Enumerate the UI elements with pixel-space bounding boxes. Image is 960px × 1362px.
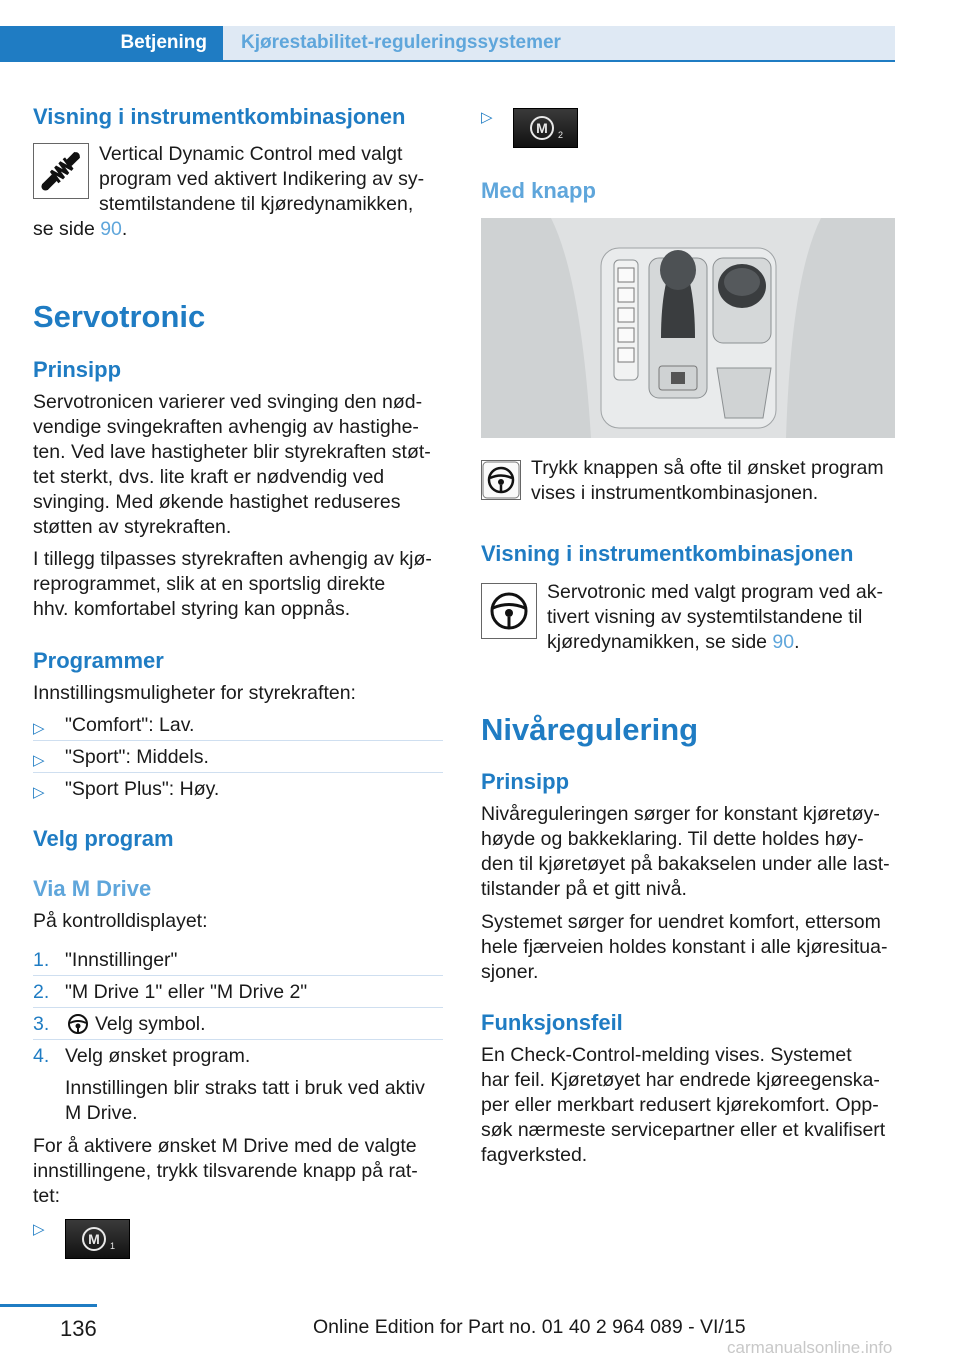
page-header [0,26,895,60]
servo-last-line [547,630,907,655]
step-number: 2. [33,981,50,1003]
paragraph-line: ten. Ved lave hastigheter blir styrekraften støt- [33,441,431,463]
step-number: 1. [33,949,50,971]
page-number: 136 [60,1316,97,1341]
step-number: 4. [33,1045,50,1067]
step4-note [65,1076,455,1126]
servotronic-title: Servotronic [33,299,206,334]
paragraph-line: Servotronicen varierer ved svinging den nød- [33,391,423,413]
watermark: carmanualsonline.info [727,1338,893,1357]
paragraph-line: Trykk knappen så ofte til ønsket program [531,457,884,479]
paragraph-line: reprogrammet, slik at en sportslig direkte [33,573,386,595]
program-label: "Sport Plus": Høy. [65,778,220,800]
m2-steering-button[interactable] [513,108,578,148]
programmer-intro: Innstillingsmuligheter for styrekraften: [33,682,356,704]
bullet-icon: ▷ [33,720,45,737]
header-chapter-label: Kjørestabilitet-reguleringssystemer [241,32,561,53]
paragraph-line: søk nærmeste servicepartner eller et kvalifisert [481,1119,886,1141]
velg-program-heading: Velg program [33,826,174,851]
list-separator [33,1039,443,1040]
paragraph-line: tet sterkt, dvs. lite kraft er nødvendig ved [33,466,385,488]
right-display-heading: Visning i instrumentkombinasjonen [481,541,854,566]
m1-steering-button[interactable] [65,1219,130,1259]
footer-divider [0,1304,97,1307]
systemet-paragraph [481,910,901,985]
funksjonsfeil-heading: Funksjonsfeil [481,1010,623,1035]
right-prinsipp-heading: Prinsipp [481,769,570,794]
program-label: "Comfort": Lav. [65,714,195,736]
step-text: Velg symbol. [95,1013,206,1035]
paragraph-line: per eller merkbart redusert kjørekomfort. Opp- [481,1094,879,1116]
aktivere-paragraph [33,1134,453,1209]
list-separator [33,740,443,741]
via-intro: På kontrolldisplayet: [33,910,208,932]
vdc-last-suffix: . [121,218,128,240]
vdc-line: Vertical Dynamic Control med valgt [99,143,403,165]
paragraph-line: Nivåreguleringen sørger for konstant kjøretøy- [481,803,880,825]
paragraph-line: hhv. komfortabel styring kan oppnås. [33,598,351,620]
note-line: Innstillingen blir straks tatt i bruk ved aktiv [65,1077,425,1099]
m2-label: M [536,120,548,136]
vdc-line: program ved aktivert Indikering av sy- [99,168,425,190]
paragraph-line: fagverksted. [481,1144,588,1166]
note-line: M Drive. [65,1102,138,1124]
step-text: "M Drive 1" eller "M Drive 2" [65,981,308,1003]
bullet-icon: ▷ [33,1221,45,1238]
step-text: "Innstillinger" [65,949,178,971]
header-section-tab[interactable] [0,26,223,60]
med-knapp-heading: Med knapp [481,178,596,203]
shock-absorber-icon [33,143,89,199]
paragraph-line: For å aktivere ønsket M Drive med de valgte [33,1135,417,1157]
m2-sub: 2 [558,130,564,140]
paragraph-line: tet: [33,1185,61,1207]
paragraph-line: tilstander på et gitt nivå. [481,878,687,900]
steering-wheel-indicator-icon [481,583,537,639]
servo-text [547,580,907,655]
paragraph-line: I tillegg tilpasses styrekraften avhengig av kjø- [33,548,432,570]
steering-wheel-icon [67,1013,89,1042]
servo-last-suffix: . [794,631,800,653]
m1-label: M [88,1231,100,1247]
bullet-icon: ▷ [33,784,45,801]
via-m-drive-heading: Via M Drive [33,876,152,901]
vdc-page-link[interactable]: 90 [100,218,122,240]
list-separator [33,1007,443,1008]
paragraph-line: vendige svingekraften avhengig av hastighe- [33,416,419,438]
bullet-icon: ▷ [33,752,45,769]
programmer-heading: Programmer [33,648,164,673]
nivaregulering-title: Nivåregulering [481,712,699,747]
vdc-last-prefix: se side [33,218,101,240]
bullet-icon: ▷ [481,109,493,126]
m1-sub: 1 [110,1241,116,1251]
prinsipp-paragraph [33,390,453,540]
prinsipp-heading: Prinsipp [33,357,122,382]
step-text: Velg ønsket program. [65,1045,251,1067]
paragraph-line: En Check-Control-melding vises. Systemet [481,1044,852,1066]
edition-text: Online Edition for Part no. 01 40 2 964 089 - VI/15 [313,1316,746,1338]
servo-page-link[interactable]: 90 [772,631,795,653]
trykk-text [531,456,901,506]
tillegg-paragraph [33,547,453,622]
program-label: "Sport": Middels. [65,746,209,768]
left-display-heading: Visning i instrumentkombinasjonen [33,104,406,129]
vdc-text [99,142,449,217]
paragraph-line: sjoner. [481,961,539,983]
list-separator [33,975,443,976]
paragraph-line: hele fjærveien holdes konstant i alle kjøresitua- [481,936,888,958]
paragraph-line: har feil. Kjøretøyet har endrede kjøreegenska- [481,1069,880,1091]
header-divider [0,60,895,62]
paragraph-line: Servotronic med valgt program ved ak- [547,581,883,603]
paragraph-line: innstillingene, trykk tilsvarende knapp på rat- [33,1160,418,1182]
paragraph-line: høyde og bakkeklaring. Til dette holdes høy- [481,828,864,850]
step-number: 3. [33,1013,50,1035]
header-chapter-tab[interactable] [223,26,895,60]
paragraph-line: den til kjøretøyet på bakakselen under alle last- [481,853,890,875]
feil-paragraph [481,1043,901,1168]
niva-paragraph [481,802,901,902]
paragraph-line: svinging. Med økende hastighet reduseres [33,491,401,513]
paragraph-line: vises i instrumentkombinasjonen. [531,482,819,504]
list-separator [33,772,443,773]
vdc-last-line [33,217,127,242]
servo-last-prefix: kjøredynamikken, se side [547,631,773,653]
header-section-label: Betjening [120,32,207,53]
servotronic-button-icon [481,460,521,500]
paragraph-line: Systemet sørger for uendret komfort, ettersom [481,911,881,933]
paragraph-line: tivert visning av systemtilstandene til [547,606,863,628]
paragraph-line: støtten av styrekraften. [33,516,232,538]
vdc-line: stemtilstandene til kjøredynamikken, [99,193,414,215]
center-console-illustration [481,218,895,438]
